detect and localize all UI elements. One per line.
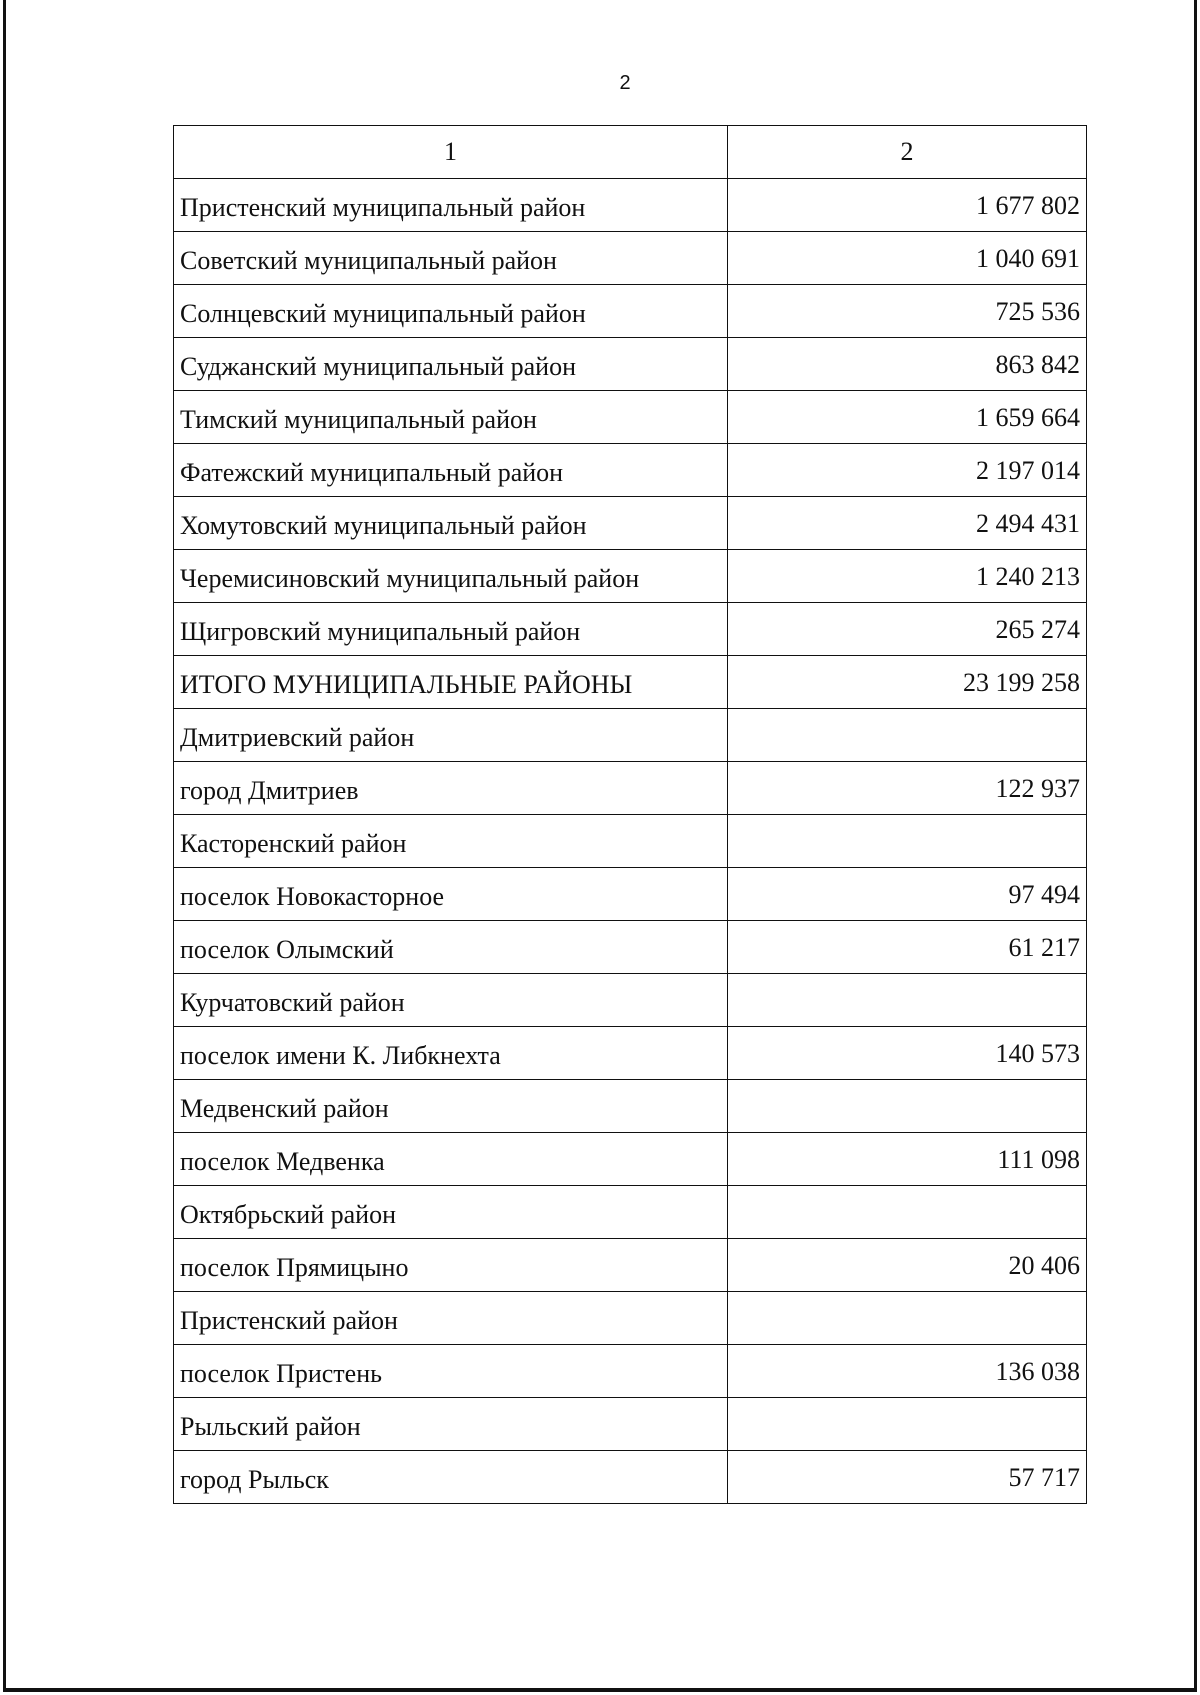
table-row [174, 762, 1087, 815]
row-value: 1 677 802 [728, 179, 1087, 232]
table-row [174, 921, 1087, 974]
row-name: Пристенский район [174, 1292, 728, 1345]
table-row [174, 1133, 1087, 1186]
table-row [174, 497, 1087, 550]
row-value [728, 815, 1087, 868]
row-name: Черемисиновский муниципальный район [174, 550, 728, 603]
row-name: Суджанский муниципальный район [174, 338, 728, 391]
table-row [174, 232, 1087, 285]
row-name: Фатежский муниципальный район [174, 444, 728, 497]
column-header-2: 2 [728, 126, 1087, 179]
row-value: 265 274 [728, 603, 1087, 656]
row-name: поселок Олымский [174, 921, 728, 974]
row-name: Пристенский муниципальный район [174, 179, 728, 232]
row-value: 140 573 [728, 1027, 1087, 1080]
row-value: 23 199 258 [728, 656, 1087, 709]
row-value: 1 659 664 [728, 391, 1087, 444]
row-value: 725 536 [728, 285, 1087, 338]
row-name: Курчатовский район [174, 974, 728, 1027]
row-value: 61 217 [728, 921, 1087, 974]
row-value [728, 974, 1087, 1027]
row-name: Солнцевский муниципальный район [174, 285, 728, 338]
table-row [174, 338, 1087, 391]
row-name: поселок Медвенка [174, 1133, 728, 1186]
row-value: 122 937 [728, 762, 1087, 815]
table-row [174, 285, 1087, 338]
table-row [174, 179, 1087, 232]
row-value: 2 197 014 [728, 444, 1087, 497]
row-value [728, 1080, 1087, 1133]
row-name: Рыльский район [174, 1398, 728, 1451]
row-value: 20 406 [728, 1239, 1087, 1292]
row-name: Касторенский район [174, 815, 728, 868]
row-value: 57 717 [728, 1451, 1087, 1504]
row-name: Щигровский муниципальный район [174, 603, 728, 656]
table-row [174, 391, 1087, 444]
row-name: Тимский муниципальный район [174, 391, 728, 444]
row-name: Хомутовский муниципальный район [174, 497, 728, 550]
page-number: 2 [619, 72, 631, 94]
row-value [728, 1292, 1087, 1345]
row-name: Медвенский район [174, 1080, 728, 1133]
row-value [728, 709, 1087, 762]
row-value: 1 240 213 [728, 550, 1087, 603]
table-row [174, 1292, 1087, 1345]
row-value: 863 842 [728, 338, 1087, 391]
table-row [174, 1027, 1087, 1080]
table-body [174, 179, 1087, 1504]
total-row [174, 656, 1087, 709]
row-value [728, 1398, 1087, 1451]
data-table [173, 125, 1087, 1504]
row-value: 97 494 [728, 868, 1087, 921]
table-row [174, 868, 1087, 921]
row-name: поселок Новокасторное [174, 868, 728, 921]
table-row [174, 444, 1087, 497]
row-name: Советский муниципальный район [174, 232, 728, 285]
row-name: Октябрьский район [174, 1186, 728, 1239]
row-name: поселок Прямицыно [174, 1239, 728, 1292]
table-row [174, 550, 1087, 603]
row-name: ИТОГО МУНИЦИПАЛЬНЫЕ РАЙОНЫ [174, 656, 728, 709]
table-row [174, 1451, 1087, 1504]
row-value [728, 1186, 1087, 1239]
table-row [174, 603, 1087, 656]
table-header-row [174, 126, 1087, 179]
row-name: город Рыльск [174, 1451, 728, 1504]
row-name: поселок Пристень [174, 1345, 728, 1398]
column-header-1: 1 [174, 126, 728, 179]
table-row [174, 1398, 1087, 1451]
row-value: 136 038 [728, 1345, 1087, 1398]
table-row [174, 1239, 1087, 1292]
table-row [174, 1186, 1087, 1239]
row-name: город Дмитриев [174, 762, 728, 815]
row-value: 1 040 691 [728, 232, 1087, 285]
table-row [174, 974, 1087, 1027]
table-row [174, 709, 1087, 762]
row-value: 111 098 [728, 1133, 1087, 1186]
table-row [174, 1080, 1087, 1133]
row-name: поселок имени К. Либкнехта [174, 1027, 728, 1080]
table-row [174, 815, 1087, 868]
row-name: Дмитриевский район [174, 709, 728, 762]
table-row [174, 1345, 1087, 1398]
row-value: 2 494 431 [728, 497, 1087, 550]
